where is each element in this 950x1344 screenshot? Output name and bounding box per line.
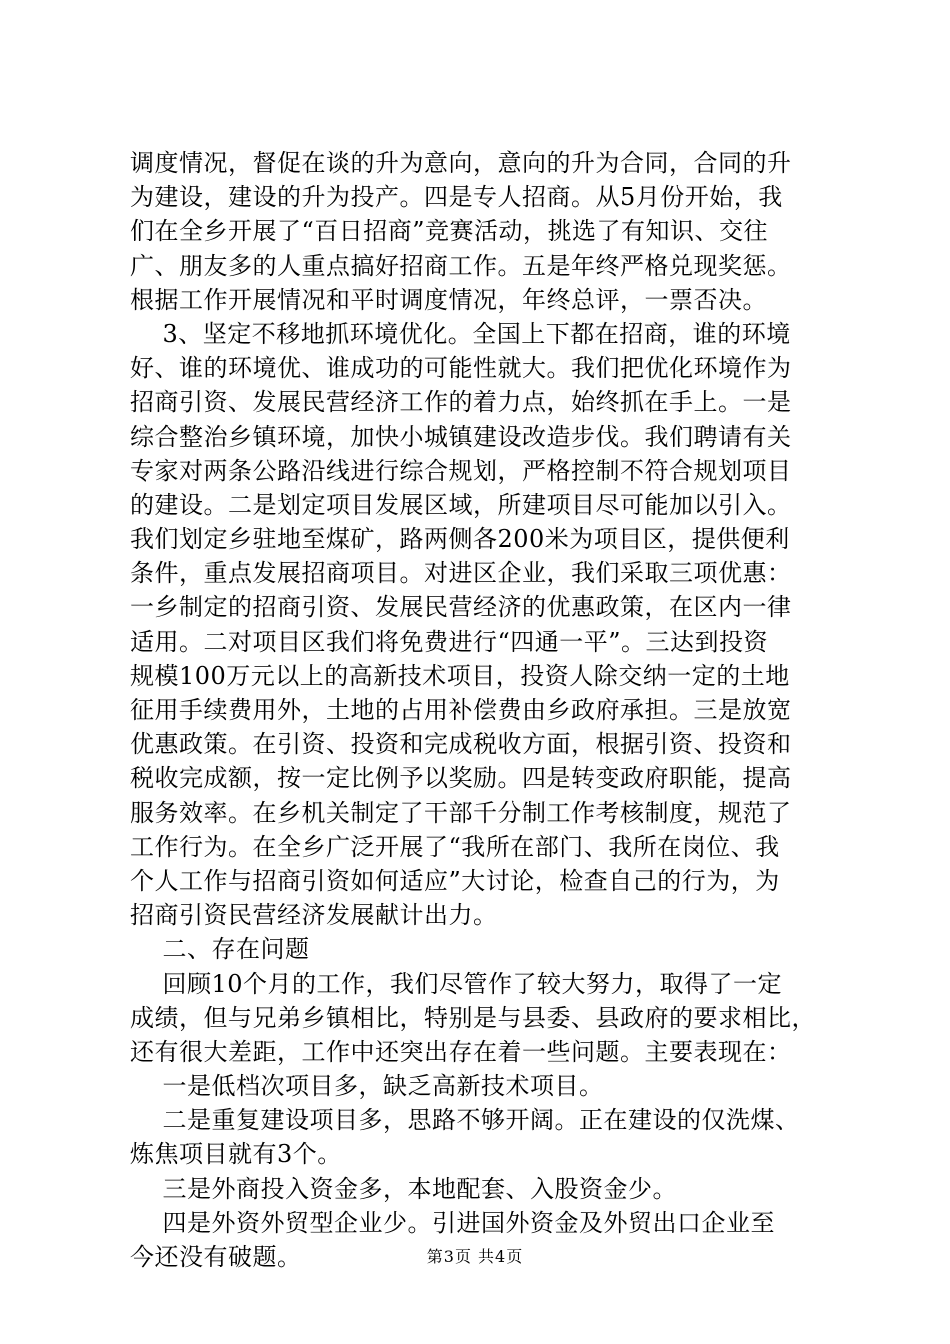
text-line: 二是重复建设项目多，思路不够开阔。正在建设的仅洗煤、 (130, 1106, 800, 1135)
body-text (130, 146, 850, 1274)
text-line: 条件，重点发展招商项目。对进区企业，我们采取三项优惠： (130, 559, 792, 588)
text-line: 我们划定乡驻地至煤矿，路两侧各200米为项目区，提供便利 (130, 525, 790, 554)
text-line: 广、朋友多的人重点搞好招商工作。五是年终严格兑现奖惩。 (130, 251, 792, 280)
text-line: 今还没有破题。 (130, 1243, 302, 1271)
text-line: 一乡制定的招商引资、发展民营经济的优惠政策，在区内一律 (130, 593, 792, 622)
text-line: 还有很大差距，工作中还突出存在着一些问题。主要表现在： (130, 1037, 792, 1066)
text-line: 回顾10个月的工作，我们尽管作了较大努力，取得了一定 (130, 969, 783, 998)
text-line: 三是外商投入资金多，本地配套、入股资金少。 (130, 1174, 678, 1203)
text-line: 调度情况，督促在谈的升为意向，意向的升为合同，合同的升 (130, 149, 792, 177)
text-line: 服务效率。在乡机关制定了干部千分制工作考核制度，规范了 (130, 798, 792, 827)
text-line: 为建设，建设的升为投产。四是专人招商。从5月份开始，我 (130, 183, 783, 212)
text-line: 优惠政策。在引资、投资和完成税收方面，根据引资、投资和 (130, 730, 792, 759)
text-line: 的建设。二是划定项目发展区域，所建项目尽可能加以引入。 (130, 490, 792, 519)
text-line: 好、谁的环境优、谁成功的可能性就大。我们把优化环境作为 (130, 354, 792, 383)
text-line: 四是外资外贸型企业少。引进国外资金及外贸出口企业至 (130, 1208, 776, 1237)
text-line: 征用手续费用外，土地的占用补偿费由乡政府承担。三是放宽 (130, 696, 792, 724)
text-line: 专家对两条公路沿线进行综合规划，严格控制不符合规划项目 (130, 456, 792, 485)
text-line: 根据工作开展情况和平时调度情况，年终总评，一票否决。 (130, 285, 767, 314)
text-line: 规模100万元以上的高新技术项目，投资人除交纳一定的土地 (130, 661, 790, 690)
text-line: 3、坚定不移地抓环境优化。全国上下都在招商，谁的环境 (130, 319, 791, 348)
text-line: 招商引资民营经济发展献计出力。 (130, 901, 498, 930)
page-footer: 第3页 共4页 (426, 1247, 524, 1266)
text-line: 综合整治乡镇环境，加快小城镇建设改造步伐。我们聘请有关 (130, 422, 792, 451)
text-line: 招商引资、发展民营经济工作的着力点，始终抓在手上。一是 (130, 388, 792, 417)
text-line: 个人工作与招商引资如何适应”大讨论，检查自己的行为，为 (130, 866, 780, 895)
text-line: 适用。二对项目区我们将免费进行“四通一平”。三达到投资 (130, 627, 769, 656)
text-line: 炼焦项目就有3个。 (130, 1140, 342, 1169)
text-line: 们在全乡开展了“百日招商”竞赛活动，挑选了有知识、交往 (130, 217, 769, 246)
text-line: 税收完成额，按一定比例予以奖励。四是转变政府职能，提高 (130, 764, 792, 793)
text-line: 二、存在问题 (130, 935, 310, 964)
text-line: 工作行为。在全乡广泛开展了“我所在部门、我所在岗位、我 (130, 832, 780, 861)
text-line: 一是低档次项目多，缺乏高新技术项目。 (130, 1072, 604, 1101)
text-line: 成绩，但与兄弟乡镇相比，特别是与县委、县政府的要求相比， (130, 1003, 816, 1032)
